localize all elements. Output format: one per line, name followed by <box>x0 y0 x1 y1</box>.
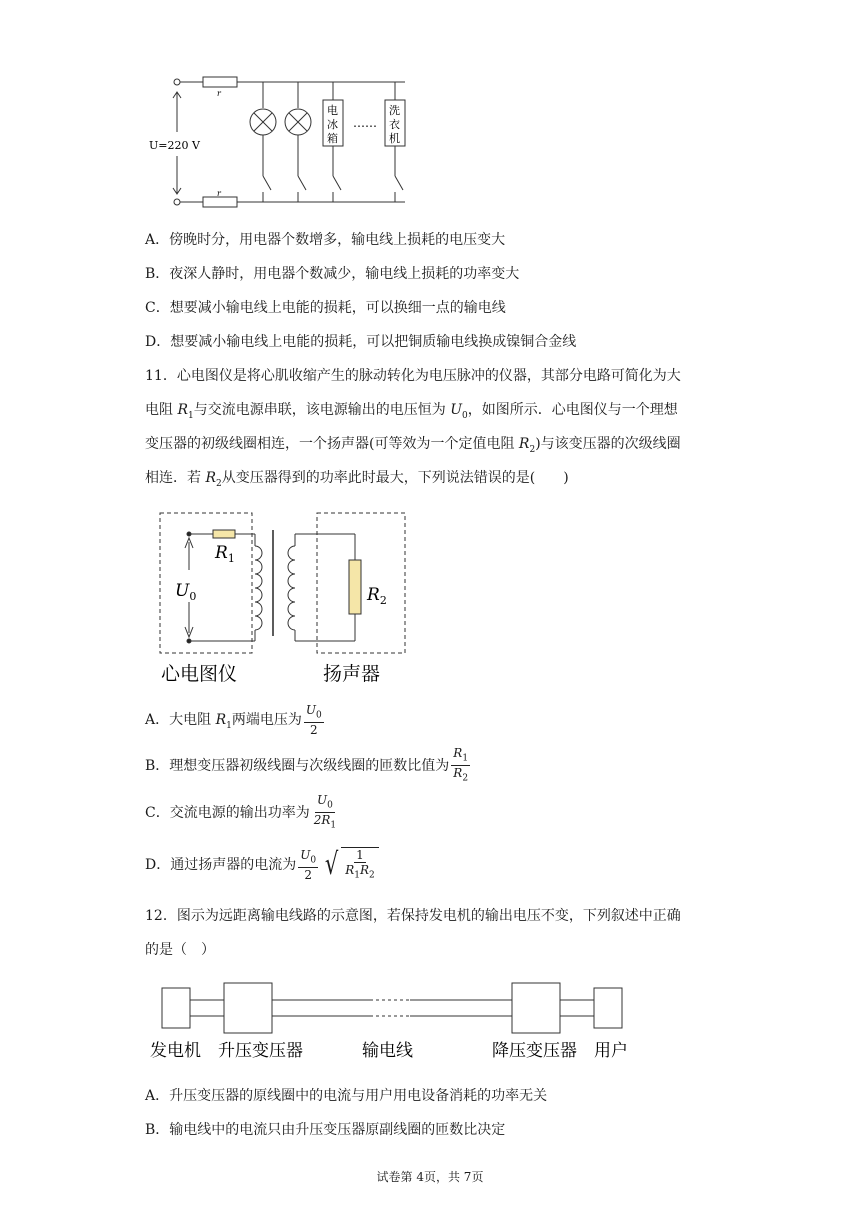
q11-line-2: 电阻 $R_1$与交流电源串联，该电源输出的电压恒为 $U_0$，如图所示．心电图仪与一个理想 <box>145 402 678 421</box>
generator-label: 发电机 <box>150 1041 201 1061</box>
q12-option-b: B．输电线中的电流只由升压变压器原副线圈的匝数比决定 <box>145 1122 506 1138</box>
q11-option-d: D．通过扬声器的电流为 $\frac{U_0}{2}$ √ $\frac{1}{R_1R_2}$ <box>145 845 379 885</box>
resistor-label-bottom: r <box>217 189 221 198</box>
washer-label-1: 洗 <box>389 104 400 117</box>
q12-option-a: A．升压变压器的原线圈中的电流与用户用电设备消耗的功率无关 <box>145 1088 548 1104</box>
household-circuit-figure <box>149 72 425 212</box>
washer-label-2: 衣 <box>389 118 400 131</box>
speaker-caption: 扬声器 <box>323 663 381 685</box>
page-footer: 试卷第 4页，共 7页 <box>376 1170 484 1184</box>
transmission-line-label: 输电线 <box>362 1041 413 1061</box>
q11-option-a: A．大电阻 $R_1$两端电压为 $\frac{U_0}{2}$ <box>145 703 322 738</box>
washer-label-3: 机 <box>389 132 400 145</box>
ecg-caption: 心电图仪 <box>161 663 238 685</box>
fridge-label-1: 电 <box>327 104 338 117</box>
q10-option-d: D．想要减小输电线上电能的损耗，可以把铜质输电线换成镍铜合金线 <box>145 334 577 350</box>
sqrt-expression: √ $\frac{1}{R_1R_2}$ <box>322 847 379 883</box>
q12-line-1: 12．图示为远距离输电线路的示意图，若保持发电机的输出电压不变，下列叙述中正确 <box>145 908 681 924</box>
q11-line-3: 变压器的初级线圈相连，一个扬声器(可等效为一个定值电阻 $R_2$)与该变压器的次级线圈 <box>145 436 681 455</box>
r1-label: $R_1$ <box>215 543 235 565</box>
user-label: 用户 <box>594 1041 628 1061</box>
q11-option-c: C．交流电源的输出功率为 $\frac{U_0}{2R_1}$ <box>145 793 337 831</box>
fraction-u0-over-2r1: $\frac{U_0}{2R_1}$ <box>313 793 337 831</box>
fraction-u0-over-2: $\frac{U_0}{2}$ <box>305 703 322 738</box>
voltage-label: U=220 V <box>149 139 200 152</box>
q11-line-4: 相连．若 $R_2$从变压器得到的功率此时最大，下列说法错误的是( ) <box>145 470 569 489</box>
q11-option-b: B．理想变压器初级线圈与次级线圈的匝数比值为 $\frac{R_1}{R_2}$ <box>145 746 469 784</box>
q10-option-b: B．夜深人静时，用电器个数减少，输电线上损耗的功率变大 <box>145 266 520 282</box>
fraction-r1-over-r2: $\frac{R_1}{R_2}$ <box>453 746 469 784</box>
u0-label: $U_0$ <box>175 581 197 603</box>
fridge-label-2: 冰 <box>327 118 338 131</box>
transmission-line-figure <box>148 980 648 1066</box>
fridge-label-3: 箱 <box>327 132 338 145</box>
q11-line-1: 11．心电图仪是将心肌收缩产生的脉动转化为电压脉冲的仪器，其部分电路可简化为大 <box>145 368 681 384</box>
step-down-label: 降压变压器 <box>492 1041 577 1061</box>
resistor-label-top: r <box>217 89 221 98</box>
q12-line-2: 的是（ ） <box>145 942 215 958</box>
step-up-label: 升压变压器 <box>218 1041 303 1061</box>
q10-option-c: C．想要减小输电线上电能的损耗，可以换细一点的输电线 <box>145 300 506 316</box>
ecg-transformer-figure <box>155 508 415 688</box>
fraction-u0-over-2-b: $\frac{U_0}{2}$ <box>300 847 317 883</box>
r2-label: $R_2$ <box>367 585 387 607</box>
ellipsis: …… <box>353 116 377 130</box>
q10-option-a: A．傍晚时分，用电器个数增多，输电线上损耗的电压变大 <box>145 232 506 248</box>
